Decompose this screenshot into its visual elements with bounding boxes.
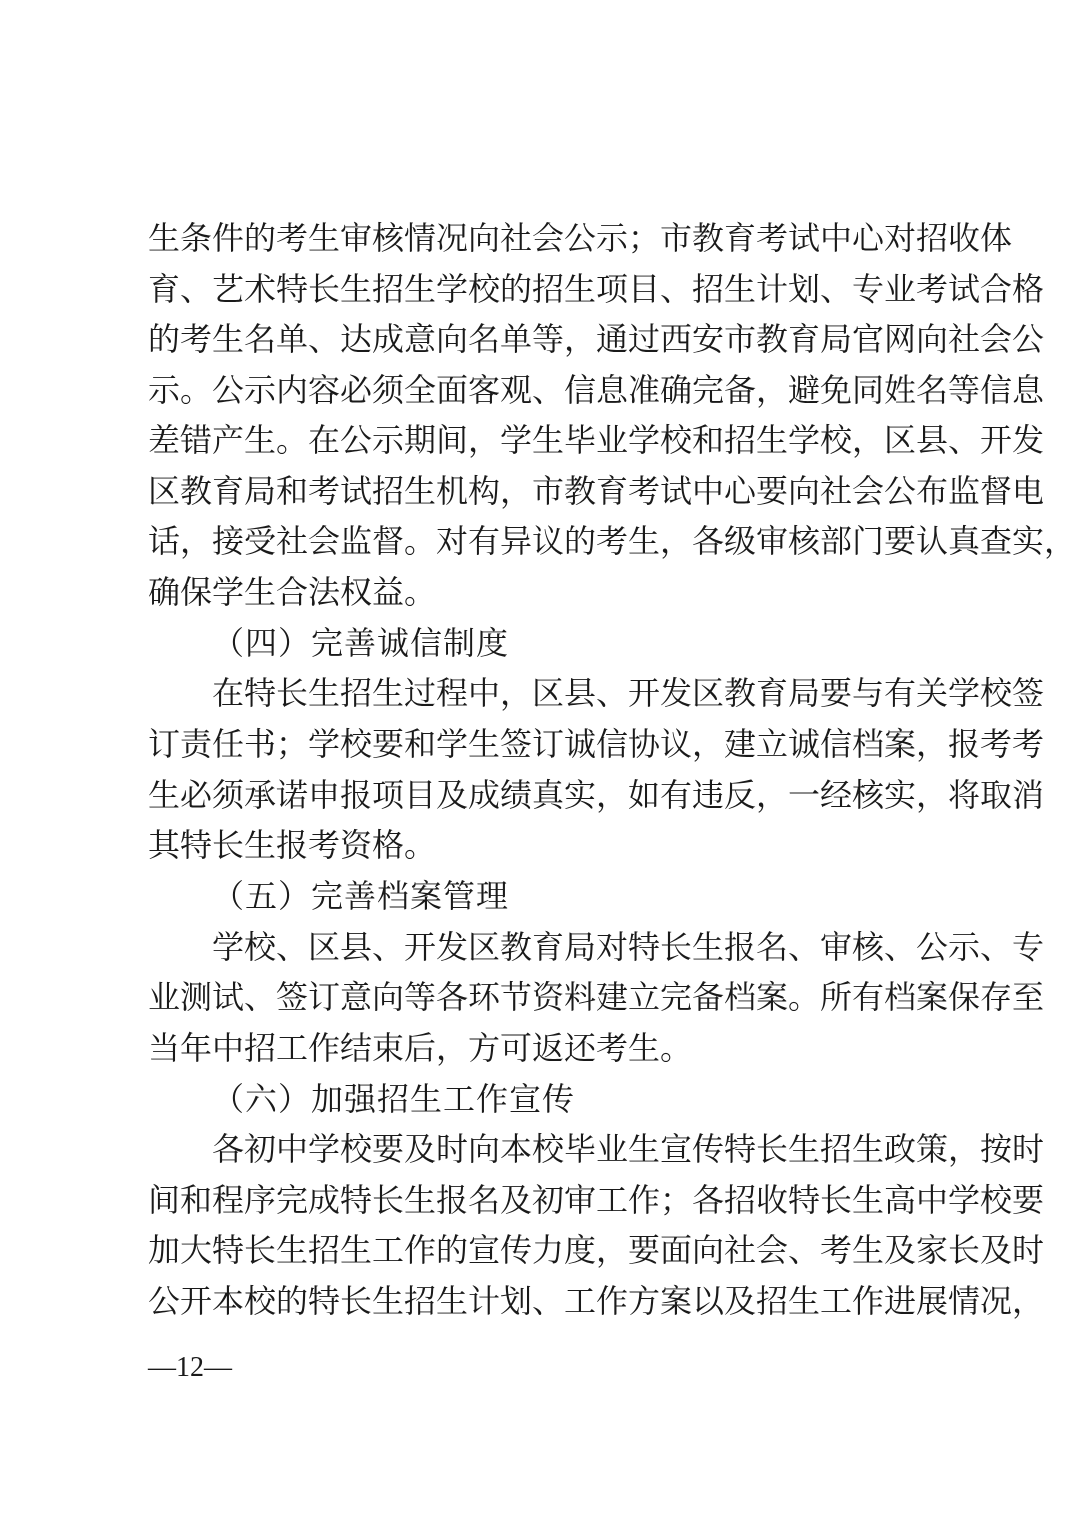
body-text-line: 加大特长生招生工作的宣传力度，要面向社会、考生及家长及时	[148, 1231, 1045, 1269]
section-heading-archives: （五）完善档案管理	[212, 877, 510, 915]
body-text-line: 话，接受社会监督。对有异议的考生，各级审核部门要认真查实，	[148, 522, 1077, 560]
body-text-line: 学校、区县、开发区教育局对特长生报名、审核、公示、专	[212, 928, 1045, 966]
body-text-line: 示。公示内容必须全面客观、信息准确完备，避免同姓名等信息	[148, 371, 1045, 409]
body-text-line: 各初中学校要及时向本校毕业生宣传特长生招生政策，按时	[212, 1130, 1045, 1168]
body-text-line: 生条件的考生审核情况向社会公示；市教育考试中心对招收体	[148, 219, 1013, 257]
page-number: —12—	[148, 1352, 232, 1383]
body-text-line: 其特长生报考资格。	[148, 826, 437, 864]
body-text-line: 生必须承诺申报项目及成绩真实，如有违反，一经核实，将取消	[148, 776, 1045, 814]
body-text-line: 的考生名单、达成意向名单等，通过西安市教育局官网向社会公	[148, 320, 1045, 358]
body-text-line: 间和程序完成特长生报名及初审工作；各招收特长生高中学校要	[148, 1181, 1045, 1219]
body-text-line: 业测试、签订意向等各环节资料建立完备档案。所有档案保存至	[148, 978, 1045, 1016]
body-text-line: 育、艺术特长生招生学校的招生项目、招生计划、专业考试合格	[148, 270, 1045, 308]
body-text-line: 差错产生。在公示期间，学生毕业学校和招生学校，区县、开发	[148, 421, 1045, 459]
body-text-line: 订责任书；学校要和学生签订诚信协议，建立诚信档案，报考考	[148, 725, 1045, 763]
body-text-line: 当年中招工作结束后，方可返还考生。	[148, 1029, 693, 1067]
body-text-line: 在特长生招生过程中，区县、开发区教育局要与有关学校签	[212, 674, 1045, 712]
section-heading-integrity: （四）完善诚信制度	[212, 624, 510, 662]
body-text-line: 公开本校的特长生招生计划、工作方案以及招生工作进展情况，	[148, 1282, 1045, 1320]
body-text-line: 区教育局和考试招生机构，市教育考试中心要向社会公布监督电	[148, 472, 1045, 510]
section-heading-publicity: （六）加强招生工作宣传	[212, 1080, 576, 1118]
body-text-line: 确保学生合法权益。	[148, 573, 437, 611]
